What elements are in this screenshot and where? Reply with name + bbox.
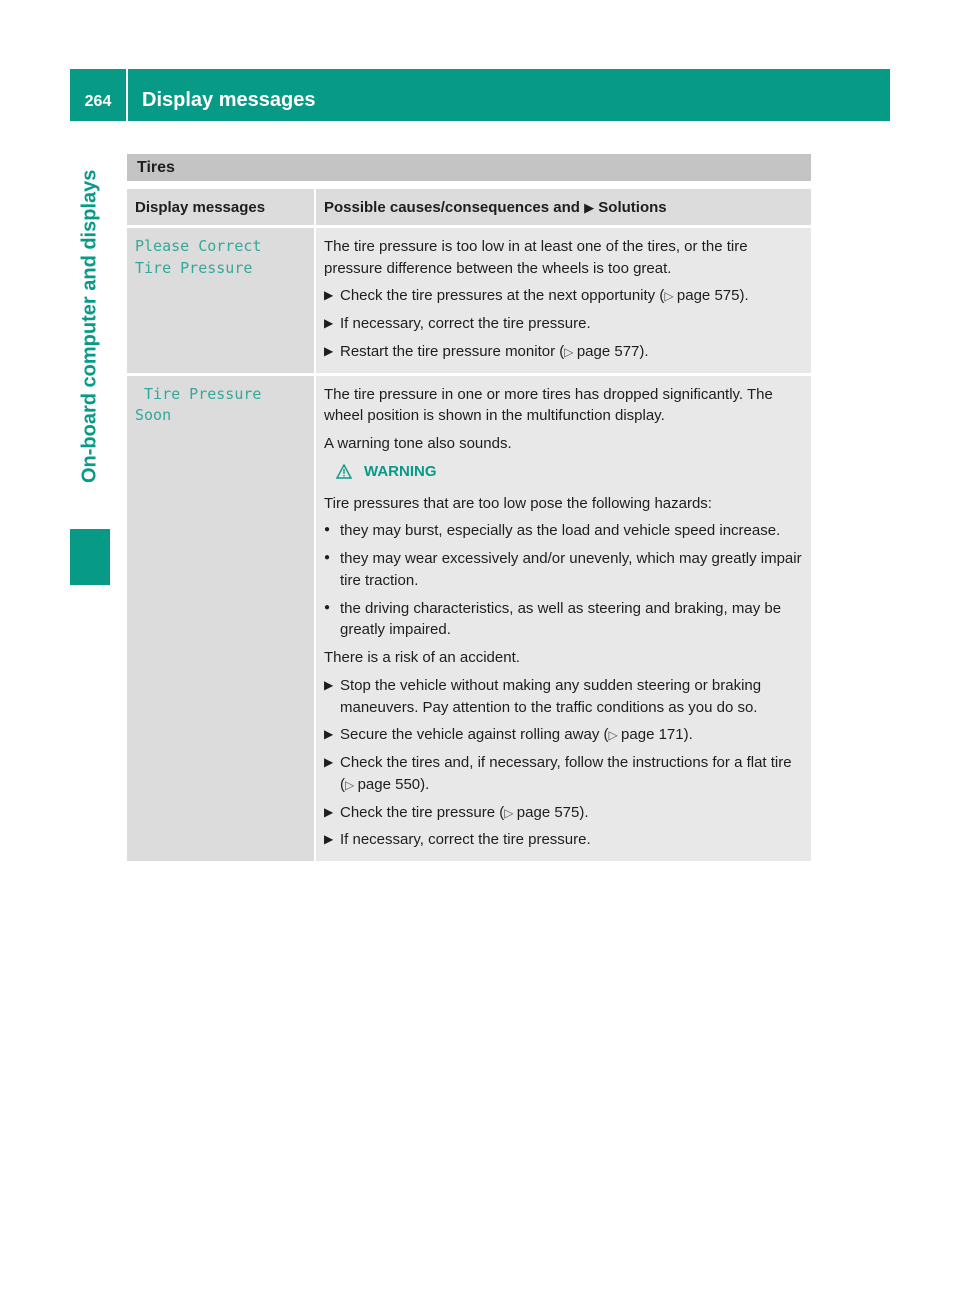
warning-heading <box>336 461 803 483</box>
step-item <box>324 829 803 851</box>
play-triangle-icon: ▶ <box>324 343 334 358</box>
step-item <box>324 313 803 335</box>
hazard-item: ● they may burst, especially as the load and vehicle speed increase. <box>324 520 803 542</box>
cause-text: The tire pressure is too low in at least one of the tires, or the tire pressure difference between the wheels is too great. <box>324 237 748 277</box>
page-header <box>70 69 890 121</box>
warning-triangle-icon <box>336 464 352 479</box>
play-triangle-icon: ▶ <box>324 288 334 303</box>
messages-table <box>127 189 811 861</box>
step-item <box>324 285 803 307</box>
page-ref-link[interactable]: page 575 <box>516 803 580 821</box>
play-triangle-icon: ▶ <box>324 832 334 847</box>
step-text: Check the tires and, if necessary, follow the instructions for a flat tire (▷ page 550). <box>340 754 792 793</box>
step-text: Check the tire pressure (▷ page 575). <box>340 803 589 821</box>
page-arrow-icon: ▷ <box>564 344 577 359</box>
bullet-icon: ● <box>324 524 331 536</box>
play-triangle-icon: ▶ <box>324 677 334 692</box>
play-triangle-icon: ▶ <box>324 316 334 330</box>
message-cell <box>127 376 316 862</box>
page-arrow-icon: ▷ <box>608 728 622 743</box>
page-arrow-icon: ▷ <box>504 805 517 820</box>
step-item <box>324 341 803 363</box>
col-header-solutions-label: Solutions <box>598 199 667 216</box>
step-text: Secure the vehicle against rolling away (▷ page 171). <box>340 726 693 744</box>
step-item <box>324 802 803 824</box>
play-triangle-icon: ▶ <box>584 200 595 215</box>
step-text: If necessary, correct the tire pressure. <box>340 315 591 332</box>
table-row <box>127 228 811 376</box>
bullet-icon: ● <box>324 552 331 563</box>
step-text: Stop the vehicle without making any sudden steering or braking maneuvers. Pay attention to the traffic conditions as you do so. <box>340 676 762 716</box>
solution-cell <box>316 376 811 862</box>
table-row <box>127 376 811 862</box>
bullet-icon: ● <box>324 601 331 613</box>
page-ref-link[interactable]: page 575 <box>676 287 740 305</box>
warning-intro: Tire pressures that are too low pose the following hazards: <box>324 494 712 512</box>
section-title: Tires <box>127 154 811 181</box>
page-ref-link[interactable]: page 550 <box>357 775 421 793</box>
display-message: Tire Pressure Soon <box>135 384 271 425</box>
col-header-causes-label: Possible causes/consequences and <box>324 199 580 216</box>
solution-cell <box>316 228 811 376</box>
page-number: 264 <box>84 93 112 110</box>
page-title: Display messages <box>142 89 316 111</box>
step-text: Restart the tire pressure monitor (▷ page 577). <box>340 342 649 360</box>
step-item <box>324 752 803 796</box>
step-item <box>324 675 803 719</box>
hazard-item: ● the driving characteristics, as well as steering and braking, may be greatly impaired. <box>324 598 803 642</box>
play-triangle-icon: ▶ <box>324 727 334 742</box>
col-header-display-messages: Display messages <box>127 189 316 228</box>
hazard-item: ● they may wear excessively and/or unevenly, which may greatly impair tire traction. <box>324 548 803 592</box>
play-triangle-icon: ▶ <box>324 755 334 769</box>
message-cell <box>127 228 316 376</box>
page-ref-link[interactable]: page 171 <box>621 726 684 744</box>
page-arrow-icon: ▷ <box>345 777 358 792</box>
warning-label: WARNING <box>364 462 437 480</box>
col-header-causes <box>316 189 811 228</box>
cause-text: A warning tone also sounds. <box>324 435 512 452</box>
step-item <box>324 724 803 746</box>
side-tab-label: On-board computer and displays <box>78 169 101 483</box>
page-arrow-icon: ▷ <box>664 289 677 304</box>
step-text: Check the tire pressures at the next opportunity (▷ page 575). <box>340 287 749 305</box>
header-divider <box>126 69 128 121</box>
cause-text: The tire pressure in one or more tires has dropped significantly. The wheel position is shown in the multifunction display. <box>324 385 773 425</box>
play-triangle-icon: ▶ <box>324 804 334 819</box>
step-text: If necessary, correct the tire pressure. <box>340 831 591 849</box>
display-message: Please Correct Tire Pressure <box>135 236 262 277</box>
page-ref-link[interactable]: page 577 <box>576 342 640 360</box>
side-tab <box>70 137 110 585</box>
side-tab-marker <box>70 529 110 585</box>
risk-text: There is a risk of an accident. <box>324 649 520 666</box>
